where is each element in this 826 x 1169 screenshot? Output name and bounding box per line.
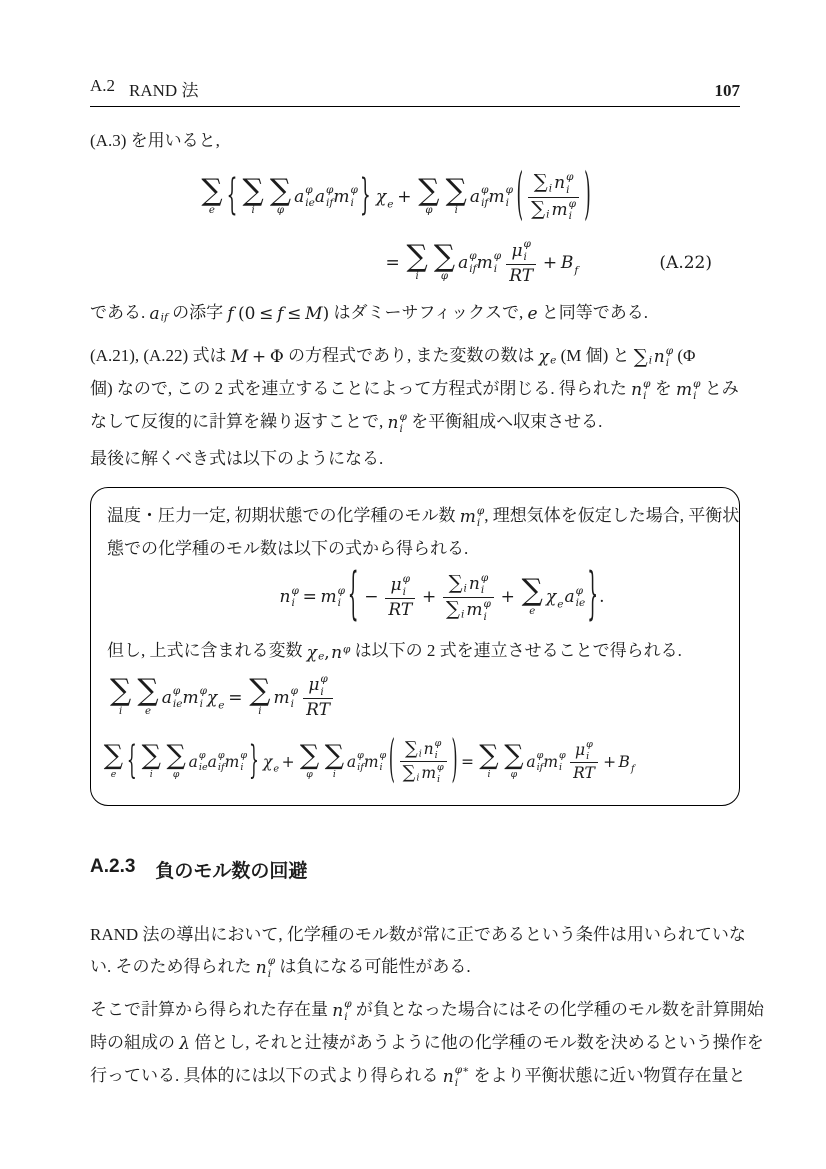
text-line: である. a if の添字 f (0 ≤ f ≤ M ) はダミーサフィックスで, e と同等である. [90, 297, 740, 330]
equation-tag-a22: (A.22) [659, 253, 712, 273]
math-variable: m [476, 253, 493, 273]
inline-math [307, 637, 351, 669]
math-variable: n [332, 1000, 344, 1021]
summation-display: ∑ e [521, 572, 543, 617]
inline-math [256, 952, 275, 984]
summation-inline: ∑ i [448, 570, 467, 595]
math-scripted: m φ i [460, 501, 485, 533]
math-scripted: a φ if [346, 750, 364, 773]
math-variable: n [387, 413, 399, 434]
text-line: 態での化学種のモル数は以下の式から得られる. [107, 539, 469, 559]
math-variable: m [333, 187, 350, 207]
math-variable: a [469, 187, 481, 207]
math-variable: a [207, 752, 217, 771]
paragraph-negative-moles-1 [90, 919, 746, 984]
text-line: RAND 法の導出において, 化学種のモル数が常に正であるという条件は用いられていな [90, 924, 746, 944]
summation-display: ∑ i [141, 739, 161, 781]
fenced-group [126, 737, 259, 783]
summation-display: ∑ φ [166, 739, 186, 781]
math-scripted: a φ ie [161, 684, 183, 710]
math-text: (0 [237, 304, 256, 325]
math-variable: f [277, 304, 284, 325]
math-expression [279, 563, 605, 629]
math-variable: m [320, 587, 337, 608]
math-scripted: n φ∗ i [443, 1061, 470, 1093]
inline-math [634, 341, 673, 373]
paragraph-intro [90, 125, 740, 157]
box-text-2 [107, 635, 723, 668]
math-scripted: n φ i [423, 738, 442, 761]
math-variable: λ [179, 1033, 191, 1054]
math-variable: μ [511, 240, 523, 261]
summation-inline: ∑ i [531, 196, 550, 221]
math-scripted: n φ i [332, 995, 351, 1027]
math-variable: m [488, 187, 505, 207]
summation-display: ∑ i [479, 739, 499, 781]
math-scripted: χ e [545, 587, 564, 612]
math-scripted: χ e [539, 341, 557, 373]
math-operator: + [397, 187, 412, 207]
math-scripted: a φ if [469, 184, 489, 209]
math-scripted: B f [560, 253, 579, 277]
math-variable: χ [538, 347, 550, 368]
math-scripted: m φ i [182, 684, 207, 710]
math-variable: m [459, 507, 476, 528]
math-scripted: n φ i [654, 341, 673, 373]
math-scripted: a φ if [526, 750, 544, 773]
math-variable: a [161, 687, 172, 708]
math-variable: μ [308, 675, 320, 696]
text-line: なして反復的に計算を繰り返すことで, n φ i を平衡組成へ収束させる. [90, 406, 740, 439]
math-scripted: m φ i [273, 684, 299, 710]
math-scripted: a φ if [207, 750, 225, 773]
math-variable: m [363, 752, 379, 771]
fraction [303, 673, 333, 722]
inline-math [539, 341, 557, 373]
section-header [90, 76, 198, 101]
math-variable: n [442, 1066, 454, 1087]
math-variable: χ [306, 642, 318, 663]
math-variable: n [331, 642, 343, 663]
math-scripted: m φ i [363, 750, 387, 773]
math-operator: = [302, 587, 317, 608]
math-scripted: μ φ i [390, 572, 410, 598]
text-line: 時の組成の λ 倍とし, それと辻褄があうように他の化学種のモル数を決めるという操作を [90, 1027, 740, 1060]
math-variable: a [458, 253, 469, 273]
math-variable: m [551, 199, 568, 220]
math-scripted: m φ i [333, 184, 358, 209]
math-operator: + [500, 587, 515, 608]
math-scripted: n φ i [256, 952, 275, 984]
math-scripted: a φ ie [188, 750, 208, 773]
summation-display: ∑ i [110, 673, 132, 717]
math-operator: = [461, 752, 475, 771]
math-variable: m [421, 764, 437, 783]
math-variable: a [564, 587, 575, 608]
math-operator: ≤ [287, 304, 302, 325]
math-scripted: a φ ie [564, 584, 586, 610]
subsection-heading [90, 856, 740, 883]
math-variable: χ [375, 187, 387, 207]
fraction [570, 739, 598, 784]
fraction [528, 171, 579, 223]
equation-a22-line2 [90, 237, 740, 289]
math-scripted: n φ i [468, 571, 489, 597]
math-variable: n [255, 957, 267, 978]
fraction [506, 238, 536, 287]
open-delimiter: { [226, 171, 238, 221]
math-scripted: n φ i [388, 407, 407, 439]
summation-display: ∑ φ [269, 172, 292, 217]
math-scripted: a if [150, 298, 168, 330]
math-expression [101, 729, 635, 789]
summation-inline: ∑ i [445, 597, 465, 622]
math-scripted: m φ i [224, 750, 248, 773]
math-variable: RT [573, 764, 595, 783]
math-scripted: m φ i [676, 374, 701, 406]
section-number: A.2 [90, 76, 116, 95]
paragraph-discussion [90, 340, 740, 439]
open-delimiter: { [347, 563, 359, 629]
section-title: RAND 法 [129, 81, 199, 100]
math-text: ) [322, 304, 330, 325]
text-line: い. そのため得られた n φ i は負になる可能性がある. [90, 951, 740, 984]
summation-inline: ∑ i [402, 762, 420, 784]
math-variable: a [294, 187, 305, 207]
inline-math [631, 374, 650, 406]
math-variable: RT [509, 265, 534, 286]
inline-math [150, 298, 168, 330]
inline-math [388, 407, 407, 439]
summation-display: ∑ e [137, 673, 159, 717]
summation-inline: ∑ i [533, 170, 553, 195]
math-variable: χ [545, 587, 557, 608]
math-text: , [324, 642, 330, 663]
math-variable: a [526, 752, 536, 771]
subsection-number: A.2.3 [90, 855, 136, 877]
text-line: 最後に解くべき式は以下のようになる. [90, 449, 384, 469]
close-delimiter: ) [584, 162, 591, 229]
paragraph-negative-moles-2 [90, 994, 764, 1093]
text-line: 行っている. 具体的には以下の式より得られる n φ∗ i をより平衡状態に近い物質存在量と [90, 1060, 740, 1093]
close-delimiter: } [249, 737, 259, 783]
fraction [443, 572, 494, 624]
math-scripted: a φ if [314, 184, 334, 209]
summation-display: ∑ φ [433, 238, 456, 283]
inline-math [676, 374, 701, 406]
math-scripted: μ φ i [308, 672, 328, 698]
paragraph-finally [90, 443, 740, 475]
result-box [90, 487, 740, 805]
math-variable: n [468, 573, 480, 594]
box-text-1 [107, 500, 740, 565]
summation-display: ∑ φ [418, 172, 440, 217]
math-scripted: m φ i [543, 750, 566, 773]
math-variable: a [149, 304, 160, 325]
math-variable: f [227, 304, 234, 325]
equation-a22-line1 [70, 157, 720, 237]
math-variable: e [527, 304, 538, 325]
math-expression [382, 238, 579, 287]
math-variable: m [224, 752, 240, 771]
math-scripted: B f [618, 752, 635, 774]
fenced-group [347, 563, 599, 629]
math-operator: + [421, 587, 437, 608]
math-variable: μ [390, 575, 402, 596]
math-variable: RT [388, 600, 413, 621]
math-scripted: m φ i [488, 184, 513, 209]
summation-display: ∑ i [406, 238, 428, 283]
summation-display: ∑ i [249, 673, 271, 717]
math-scripted: m φ i [421, 762, 444, 785]
fraction [385, 573, 415, 622]
math-operator: + [603, 752, 617, 771]
math-scripted: μ φ i [575, 739, 593, 762]
text-line: 温度・圧力一定, 初期状態での化学種のモル数 m φ i , 理想気体を仮定した場合, 平衡状 [107, 500, 723, 533]
math-variable: M [230, 347, 249, 368]
inline-math [179, 1028, 190, 1060]
math-variable: B [560, 253, 574, 273]
math-scripted: χ e [263, 752, 280, 774]
math-scripted: n φ i [279, 584, 299, 610]
math-operator: = [228, 687, 243, 708]
math-operator: ≤ [259, 304, 274, 325]
inline-math [227, 298, 233, 330]
inline-math [460, 501, 485, 533]
math-scripted: m φ i [476, 250, 502, 275]
page-number: 107 [714, 81, 740, 100]
math-operator: + [542, 253, 558, 273]
math-scripted: m φ i [551, 197, 577, 223]
box-equation-n [107, 565, 723, 629]
math-scripted: χ e [307, 637, 325, 669]
math-variable: a [314, 187, 326, 207]
inline-math [443, 1061, 470, 1093]
math-scripted: m φ i [466, 597, 491, 623]
inline-math [332, 995, 351, 1027]
open-delimiter: ( [516, 162, 524, 229]
summation-display: ∑ e [201, 172, 223, 217]
math-variable: n [554, 173, 566, 194]
math-variable: m [466, 600, 483, 621]
math-variable: a [346, 752, 357, 771]
summation-display: ∑ e [103, 739, 124, 781]
summation-inline: ∑ i [633, 345, 653, 369]
math-variable: χ [206, 687, 218, 708]
math-variable: B [618, 752, 630, 771]
math-scripted: χ e [206, 687, 225, 712]
summation-display: ∑ φ [504, 739, 524, 781]
math-operator: − [364, 587, 379, 608]
box-equation-full [101, 727, 723, 797]
close-delimiter: } [359, 171, 371, 221]
math-scripted: m φ i [320, 584, 346, 610]
math-variable: m [543, 752, 559, 771]
summation-inline: ∑ i [405, 738, 422, 760]
subsection-title: 負のモル数の回避 [155, 860, 308, 882]
close-delimiter: ) [451, 729, 458, 789]
math-variable: m [182, 687, 199, 708]
math-expression [107, 673, 336, 722]
summation-display: ∑ i [445, 172, 467, 217]
text-line: 但し, 上式に含まれる変数 χ e , n φ は以下の 2 式を連立させることで得られる. [107, 635, 723, 668]
math-text: Φ [269, 347, 284, 368]
math-operator: + [251, 347, 267, 368]
math-scripted: a φ ie [294, 184, 315, 209]
math-text: . [599, 587, 605, 608]
fenced-group [226, 171, 371, 221]
math-scripted: n φ i [631, 374, 650, 406]
math-scripted: n φ i [554, 171, 574, 196]
math-variable: M [305, 304, 323, 325]
text-line: 個) なので, この 2 式を連立することによって方程式が閉じる. 得られた n φ i を m φ i とみ [90, 373, 740, 406]
running-header [90, 76, 740, 107]
math-variable: χ [263, 752, 273, 771]
box-equation-chi [107, 669, 723, 727]
fenced-group [388, 729, 458, 789]
math-variable: μ [575, 741, 586, 760]
text-line: (A.21), (A.22) 式は M + Φ の方程式であり, また変数の数は χ e (M 個) と ∑ i n φ i (Φ [90, 340, 740, 373]
summation-display: ∑ φ [299, 739, 320, 781]
math-variable: m [273, 687, 290, 708]
math-variable: n [423, 740, 434, 759]
math-expression [198, 162, 591, 229]
math-variable: RT [306, 700, 330, 721]
fraction [400, 738, 447, 785]
math-operator: + [281, 752, 295, 771]
text-line: そこで計算から得られた存在量 n φ i が負となった場合にはその化学種のモル数を計算開始 [90, 994, 740, 1027]
math-operator: = [385, 253, 400, 273]
open-delimiter: ( [388, 729, 395, 789]
inline-math [231, 341, 284, 373]
math-scripted: n φ [331, 637, 350, 669]
inline-math [238, 298, 329, 330]
math-variable: n [631, 380, 643, 401]
summation-display: ∑ i [324, 739, 345, 781]
paragraph-after-a22 [90, 297, 740, 330]
math-scripted: a φ if [458, 250, 477, 275]
inline-math [527, 298, 537, 330]
math-variable: a [188, 752, 198, 771]
math-scripted: μ φ i [511, 238, 531, 264]
open-delimiter: { [126, 737, 137, 783]
math-variable: n [653, 347, 665, 368]
math-scripted: χ e [375, 187, 394, 211]
fenced-group [516, 162, 591, 229]
summation-display: ∑ i [242, 172, 264, 217]
math-variable: n [279, 587, 291, 608]
math-variable: m [676, 380, 693, 401]
text-line: (A.3) を用いると, [90, 131, 220, 150]
page-content [90, 76, 764, 1093]
close-delimiter: } [587, 563, 599, 629]
